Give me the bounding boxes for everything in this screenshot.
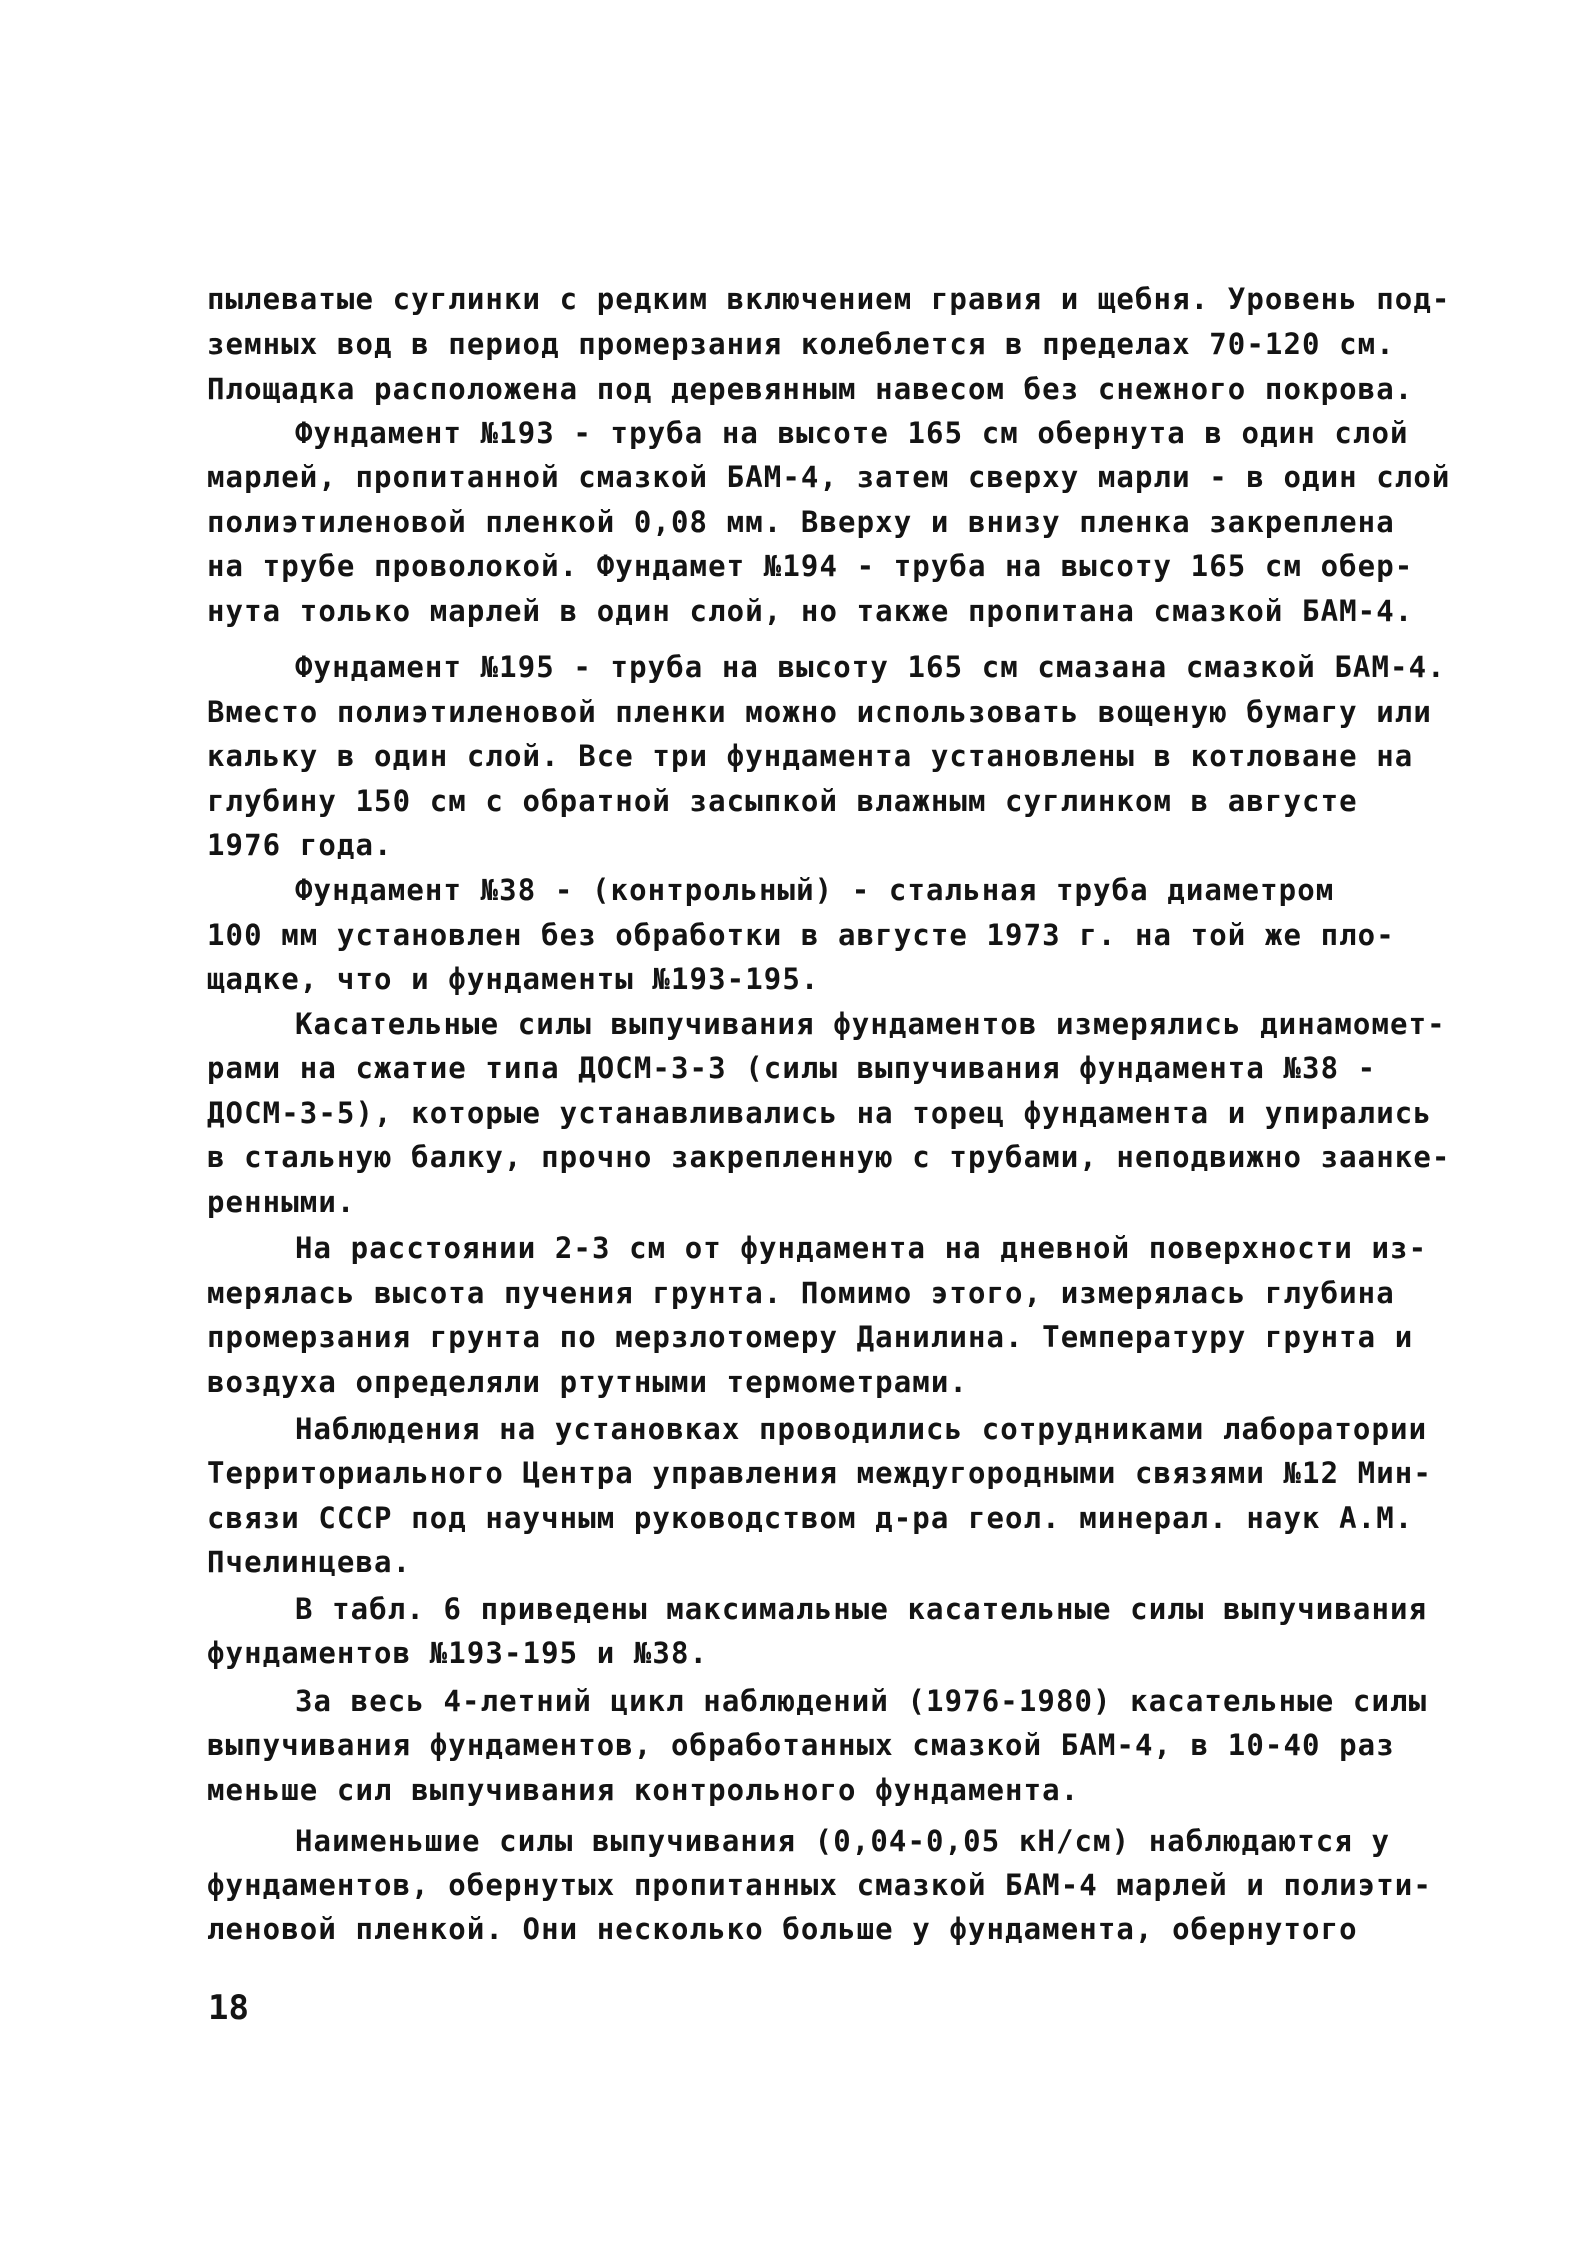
text-line: глубину 150 см с обратной засыпкой влажным суглинком в августе <box>207 784 1358 818</box>
text-line: промерзания грунта по мерзлотомеру Данилина. Температуру грунта и <box>207 1320 1414 1354</box>
text-line: В табл. 6 приведены максимальные касательные силы выпучивания <box>295 1592 1428 1626</box>
text-line: марлей, пропитанной смазкой БАМ-4, затем сверху марли - в один слой <box>207 460 1451 494</box>
text-line: Фундамент №193 - труба на высоте 165 см обернута в один слой <box>295 416 1409 450</box>
text-line: нута только марлей в один слой, но также пропитана смазкой БАМ-4. <box>207 594 1414 628</box>
text-line: рами на сжатие типа ДОСМ-3-3 (силы выпучивания фундамента №38 - <box>207 1051 1377 1085</box>
text-line: леновой пленкой. Они несколько больше у фундамента, обернутого <box>207 1912 1358 1946</box>
text-line: 100 мм установлен без обработки в августе 1973 г. на той же пло- <box>207 918 1395 952</box>
text-line: полиэтиленовой пленкой 0,08 мм. Вверху и внизу пленка закреплена <box>207 505 1395 539</box>
text-line: Площадка расположена под деревянным навесом без снежного покрова. <box>207 372 1414 406</box>
text-line: Фундамент №38 - (контрольный) - стальная труба диаметром <box>295 873 1335 907</box>
text-line: 1976 года. <box>207 828 393 862</box>
text-line: воздуха определяли ртутными термометрами. <box>207 1365 968 1399</box>
text-line: земных вод в период промерзания колеблется в пределах 70-120 см. <box>207 327 1395 361</box>
text-line: Территориального Центра управления междугородными связями №12 Мин- <box>207 1456 1432 1490</box>
text-line: щадке, что и фундаменты №193-195. <box>207 962 820 996</box>
text-line: выпучивания фундаментов, обработанных смазкой БАМ-4, в 10-40 раз <box>207 1728 1395 1762</box>
text-line: Вместо полиэтиленовой пленки можно использовать вощеную бумагу или <box>207 695 1432 729</box>
text-line: За весь 4-летний цикл наблюдений (1976-1980) касательные силы <box>295 1684 1428 1718</box>
text-line: Пчелинцева. <box>207 1545 412 1579</box>
text-line: мерялась высота пучения грунта. Помимо этого, измерялась глубина <box>207 1276 1395 1310</box>
text-line: Фундамент №195 - труба на высоту 165 см смазана смазкой БАМ-4. <box>295 650 1446 684</box>
text-line: кальку в один слой. Все три фундамента установлены в котловане на <box>207 739 1414 773</box>
text-line: фундаментов, обернутых пропитанных смазкой БАМ-4 марлей и полиэти- <box>207 1868 1432 1902</box>
text-line: ДОСМ-3-5), которые устанавливались на торец фундамента и упирались <box>207 1096 1432 1130</box>
text-line: фундаментов №193-195 и №38. <box>207 1636 709 1670</box>
text-line: в стальную балку, прочно закрепленную с трубами, неподвижно заанке- <box>207 1140 1451 1174</box>
text-line: на трубе проволокой. Фундамет №194 - труба на высоту 165 см обер- <box>207 549 1414 583</box>
text-line: меньше сил выпучивания контрольного фундамента. <box>207 1773 1080 1807</box>
text-line: Наименьшие силы выпучивания (0,04-0,05 кН/см) наблюдаются у <box>295 1824 1391 1858</box>
text-line: На расстоянии 2-3 см от фундамента на дневной поверхности из- <box>295 1231 1428 1265</box>
text-line: Касательные силы выпучивания фундаментов измерялись динамомет- <box>295 1007 1446 1041</box>
text-line: Наблюдения на установках проводились сотрудниками лаборатории <box>295 1412 1428 1446</box>
page-number: 18 <box>208 1988 249 2028</box>
text-line: связи СССР под научным руководством д-ра геол. минерал. наук А.М. <box>207 1501 1414 1535</box>
text-line: ренными. <box>207 1185 356 1219</box>
text-line: пылеватые суглинки с редким включением гравия и щебня. Уровень под- <box>207 282 1451 316</box>
